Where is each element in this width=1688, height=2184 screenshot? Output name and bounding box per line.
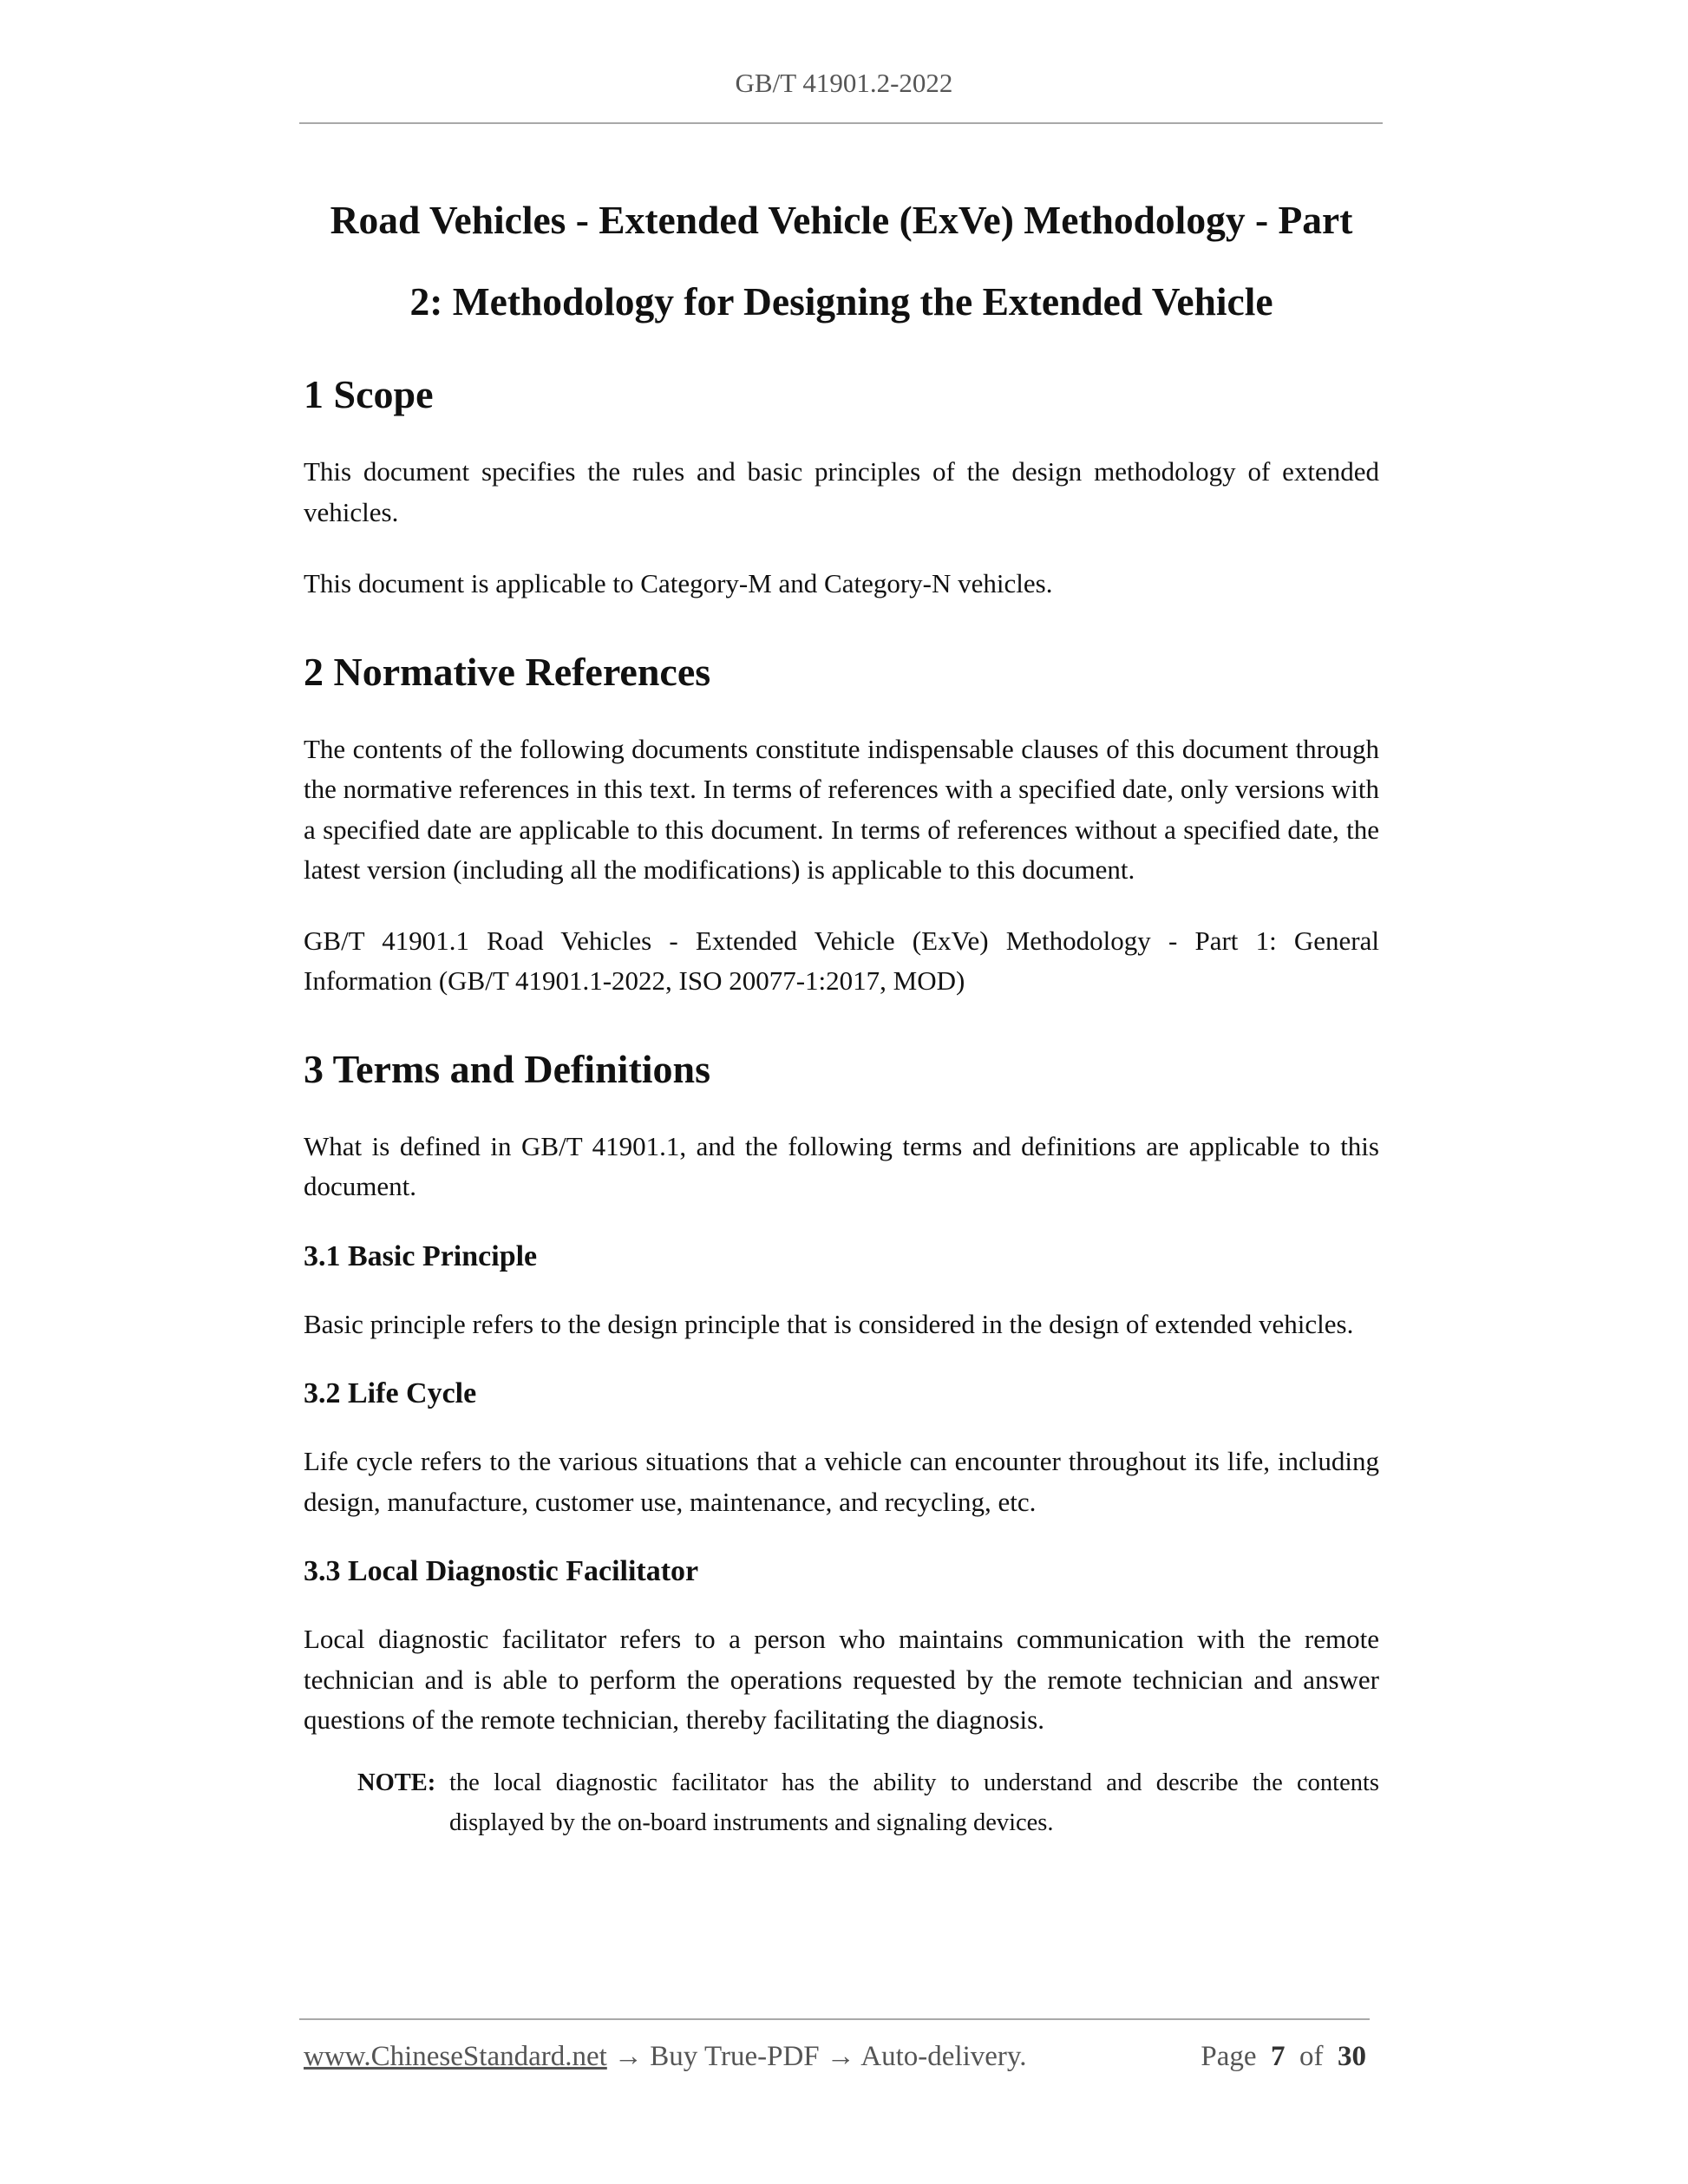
section-heading-scope: 1 Scope xyxy=(304,372,434,416)
current-page-number: 7 xyxy=(1271,2041,1286,2072)
note-label: NOTE: xyxy=(357,1769,436,1796)
footer-divider xyxy=(299,2018,1370,2020)
normative-reference-entry: GB/T 41901.1 Road Vehicles - Extended Vehicle (ExVe) Methodology - Part 1: General Information (GB/T 41901.1-2022, ISO 20077-1:2017, MOD) xyxy=(304,925,1379,996)
footer-promo xyxy=(304,2037,1027,2076)
term-definition-local-diagnostic-facilitator: Local diagnostic facilitator refers to a person who maintains communication with the remote technician and is able to perform the operations requested by the remote technician and answer questions of the remote technician, thereby facilitating the diagnosis. xyxy=(304,1624,1379,1735)
page-content xyxy=(304,180,1379,1844)
term-definition-basic-principle: Basic principle refers to the design principle that is considered in the design of extended vehicles. xyxy=(304,1308,1354,1339)
term-heading-life-cycle: 3.2 Life Cycle xyxy=(304,1377,477,1409)
note-text: the local diagnostic facilitator has the ability to understand and describe the contents displayed by the on-board instruments and signaling devices. xyxy=(449,1769,1379,1836)
scope-paragraph-1: This document specifies the rules and basic principles of the design methodology of extended vehicles. xyxy=(304,456,1379,527)
document-title xyxy=(304,180,1379,343)
note-block xyxy=(357,1763,1379,1844)
page-word: Page xyxy=(1201,2041,1257,2072)
term-definition-life-cycle: Life cycle refers to the various situations that a vehicle can encounter throughout its life, including design, manufacture, customer use, maintenance, and recycling, etc. xyxy=(304,1446,1379,1517)
of-word: of xyxy=(1299,2041,1324,2072)
terms-intro-paragraph: What is defined in GB/T 41901.1, and the following terms and definitions are applicable to this document. xyxy=(304,1130,1379,1201)
page-header-code: GB/T 41901.2-2022 xyxy=(735,68,953,98)
normative-paragraph-1: The contents of the following documents constitute indispensable clauses of this document through the normative references in this text. In terms of references with a specified date, only versions with a specified date are applicable to this document. In terms of references without a specified date, the latest version (including all the modifications) is applicable to this document. xyxy=(304,733,1379,885)
footer-tagline: → Buy True-PDF → Auto-delivery. xyxy=(606,2041,1027,2072)
document-title-line-1: Road Vehicles - Extended Vehicle (ExVe) Methodology - Part xyxy=(330,198,1353,242)
header-divider xyxy=(299,122,1383,124)
section-heading-normative-references: 2 Normative References xyxy=(304,649,711,694)
page-number xyxy=(1201,2037,1366,2076)
scope-paragraph-2: This document is applicable to Category-M and Category-N vehicles. xyxy=(304,568,1053,598)
term-heading-basic-principle: 3.1 Basic Principle xyxy=(304,1239,538,1272)
term-heading-local-diagnostic-facilitator: 3.3 Local Diagnostic Facilitator xyxy=(304,1555,699,1587)
website-link[interactable]: www.ChineseStandard.net xyxy=(304,2041,607,2072)
section-heading-terms-definitions: 3 Terms and Definitions xyxy=(304,1046,711,1091)
total-page-count: 30 xyxy=(1338,2041,1366,2072)
document-title-line-2: 2: Methodology for Designing the Extended Vehicle xyxy=(409,279,1273,324)
